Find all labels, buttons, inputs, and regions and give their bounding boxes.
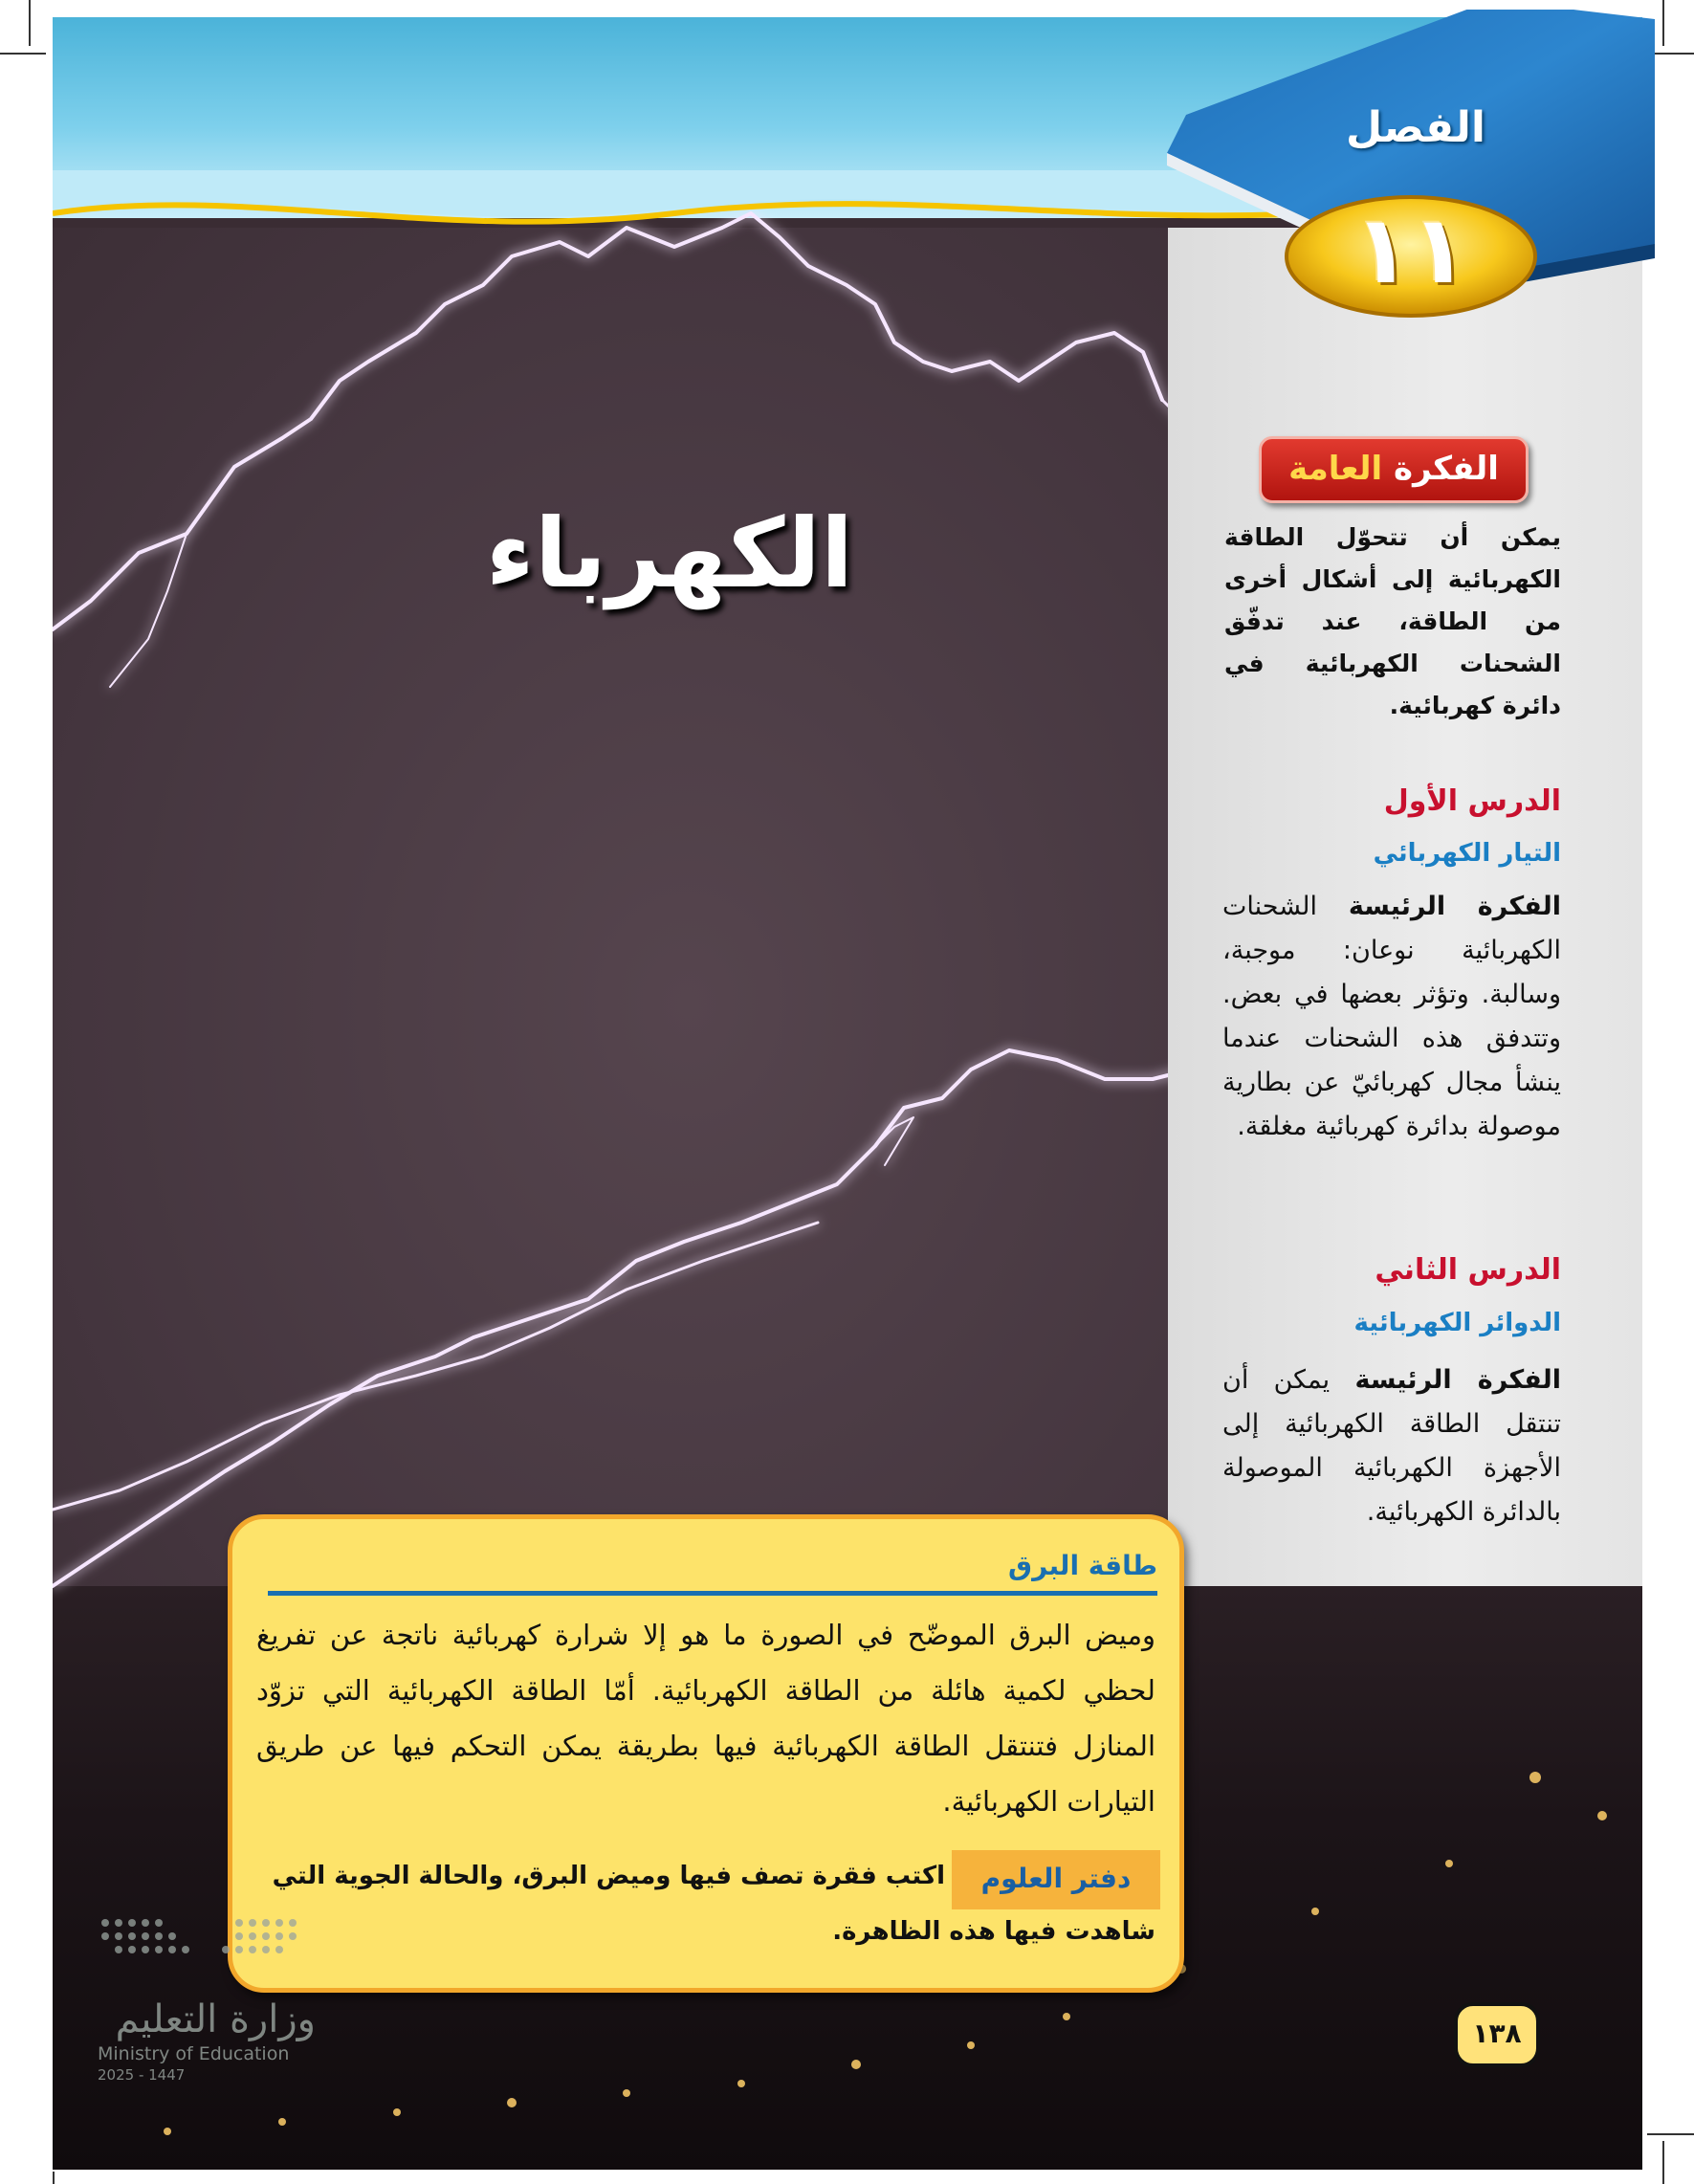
ministry-year: 2025 - 1447 (98, 2066, 186, 2084)
science-notebook-text-line1: اكتب فقرة تصف فيها وميض البرق، والحالة الجوية التي (272, 1862, 945, 1890)
lesson1-text: الشحنات الكهربائية نوعان: موجبة، وسالبة. وتؤثر بعضها في بعض. وتتدفق هذه الشحنات عندما ينشأ مجال كهربائيّ عن بطارية موصولة بدائرة كهربائية مغلقة. (1222, 892, 1561, 1141)
lightning-bolt-lower (53, 1050, 1191, 1586)
crop-mark (1662, 0, 1664, 46)
lightning-branch (110, 534, 187, 687)
big-idea-badge (1259, 436, 1529, 503)
chapter-number: ١١ (1353, 196, 1468, 305)
crop-mark (1647, 2133, 1694, 2135)
crop-mark (0, 53, 46, 55)
big-idea-text: يمكن أن تتحوّل الطاقة الكهربائية إلى أشكال أخرى من الطاقة، عند تدفّق الشحنات الكهربائية في دائرة كهربائية. (1224, 523, 1561, 719)
lesson2-body (1222, 1358, 1561, 1534)
ministry-logo-icon (96, 1913, 306, 1980)
science-notebook-label: دفتر العلوم (952, 1850, 1160, 1909)
lightning-energy-title: طاقة البرق (1008, 1550, 1157, 1581)
lightning-bolt-lower-2 (53, 1223, 818, 1510)
lesson2-lead: الفكرة الرئيسة (1354, 1365, 1561, 1395)
big-idea-label-1: الفكرة (1394, 450, 1499, 488)
title-rule (268, 1591, 1157, 1596)
lesson2-text: يمكن أن تنتقل الطاقة الكهربائية إلى الأجهزة الكهربائية الموصولة بالدائرة الكهربائية. (1222, 1365, 1561, 1527)
chapter-label: الفصل (1346, 103, 1485, 152)
lesson1-subheading: التيار الكهربائي (1373, 839, 1561, 868)
page-title: الكهرباء (485, 497, 854, 609)
crop-mark (1662, 2141, 1664, 2184)
lightning-branch (875, 1117, 913, 1165)
lightning-energy-text: وميض البرق الموضّح في الصورة ما هو إلا شرارة كهربائية ناتجة عن تفريغ لحظي لكمية هائلة من الطاقة الكهربائية. أمّا الطاقة الكهربائية التي تزوّد المنازل فتنتقل الطاقة الكهربائية فيها بطريقة يمكن التحكم فيها عن طريق التيارات الكهربائية. (256, 1619, 1155, 1818)
page-number: ١٣٨ (1454, 2002, 1540, 2067)
lesson2-heading: الدرس الثاني (1375, 1253, 1561, 1287)
lesson1-body (1222, 885, 1561, 1149)
big-idea-label-2: العامة (1288, 450, 1383, 488)
lesson1-heading: الدرس الأول (1383, 784, 1561, 818)
science-notebook-text-line2: شاهدت فيها هذه الظاهرة. (832, 1917, 1155, 1946)
ministry-name-english: Ministry of Education (98, 2043, 290, 2064)
lesson1-lead: الفكرة الرئيسة (1348, 892, 1562, 921)
lesson2-subheading: الدوائر الكهربائية (1353, 1309, 1561, 1337)
crop-mark (29, 0, 31, 46)
ministry-name-arabic: وزارة التعليم (115, 1997, 316, 2041)
crop-mark (53, 2172, 55, 2184)
